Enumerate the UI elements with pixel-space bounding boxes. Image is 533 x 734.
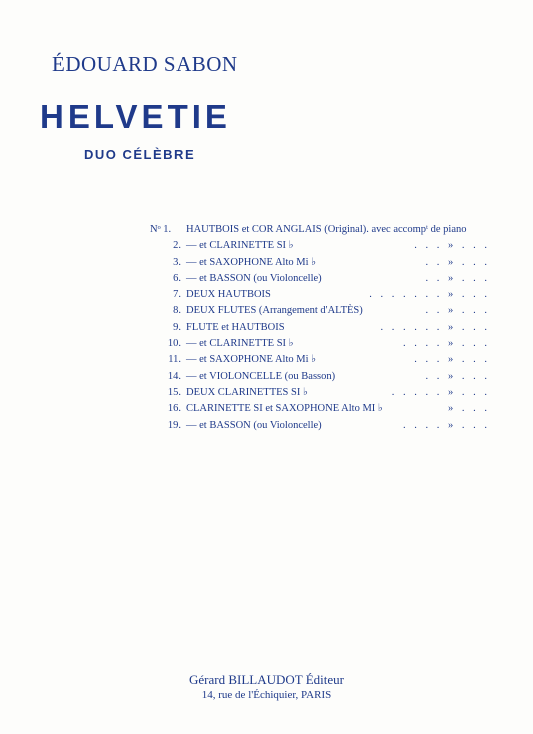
item-dots: . . » . . . bbox=[425, 305, 490, 317]
arrangement-list bbox=[150, 222, 490, 434]
list-item bbox=[150, 336, 490, 352]
item-text: CLARINETTE SI et SAXOPHONE Alto MI ♭ bbox=[186, 403, 383, 415]
item-number: 10. bbox=[167, 338, 181, 350]
item-text: DEUX CLARINETTES SI ♭ bbox=[186, 386, 308, 398]
list-item bbox=[150, 320, 490, 336]
list-item bbox=[150, 222, 490, 238]
item-dots: . . . » . . . bbox=[414, 240, 490, 252]
list-item bbox=[150, 271, 490, 287]
list-item bbox=[150, 287, 490, 303]
item-dots: . . . . » . . . bbox=[403, 419, 490, 431]
item-dots: . . . . » . . . bbox=[403, 338, 490, 350]
list-item bbox=[150, 385, 490, 401]
item-number: 2. bbox=[173, 240, 181, 252]
page-subtitle: DUO CÉLÈBRE bbox=[84, 147, 196, 162]
item-text: — et SAXOPHONE Alto Mi ♭ bbox=[186, 354, 317, 366]
item-text: — et CLARINETTE SI ♭ bbox=[186, 240, 294, 252]
item-text: HAUTBOIS et COR ANGLAIS (Original). avec accompᵗ de piano bbox=[186, 224, 467, 235]
list-item bbox=[150, 238, 490, 254]
item-dots: . . » . . . bbox=[425, 272, 490, 284]
item-number: 8. bbox=[173, 305, 181, 317]
list-item bbox=[150, 352, 490, 368]
list-item bbox=[150, 303, 490, 319]
item-number: 15. bbox=[167, 386, 181, 398]
item-text: DEUX FLUTES (Arrangement d'ALTÈS) bbox=[186, 305, 363, 317]
item-text: DEUX HAUTBOIS bbox=[186, 289, 271, 301]
publisher-name: Gérard BILLAUDOT Éditeur bbox=[189, 672, 344, 687]
item-number: 7. bbox=[173, 289, 181, 301]
list-item bbox=[150, 401, 490, 417]
list-item bbox=[150, 255, 490, 271]
item-dots: . . . . . . . » . . . bbox=[369, 289, 490, 301]
item-dots: . . . . . . » . . . bbox=[380, 321, 490, 333]
item-dots: . . » . . . bbox=[425, 256, 490, 268]
item-number: 6. bbox=[173, 272, 181, 284]
composer-name: ÉDOUARD SABON bbox=[52, 52, 238, 76]
page-title: HELVETIE bbox=[40, 98, 231, 135]
item-dots: . . . » . . . bbox=[414, 354, 490, 366]
item-number: 9. bbox=[173, 321, 181, 333]
item-dots: . . » . . . bbox=[425, 370, 490, 382]
item-text: — et VIOLONCELLE (ou Basson) bbox=[186, 370, 336, 382]
item-number: 11. bbox=[168, 354, 181, 366]
item-text: — et BASSON (ou Violoncelle) bbox=[186, 419, 322, 431]
list-item bbox=[150, 418, 490, 434]
item-text: — et SAXOPHONE Alto Mi ♭ bbox=[186, 256, 317, 268]
item-number: 16. bbox=[167, 403, 181, 415]
item-number: 14. bbox=[167, 370, 181, 382]
item-text: — et CLARINETTE SI ♭ bbox=[186, 338, 294, 350]
publisher-address: 14, rue de l'Échiquier, PARIS bbox=[201, 689, 332, 701]
list-item bbox=[150, 369, 490, 385]
item-dots: . . . . . » . . . bbox=[391, 386, 490, 398]
item-text: — et BASSON (ou Violoncelle) bbox=[186, 272, 322, 284]
item-number: 3. bbox=[173, 256, 181, 268]
item-number: 19. bbox=[167, 419, 181, 431]
item-dots: » . . . bbox=[448, 403, 490, 415]
item-number: Nᵒ 1. bbox=[150, 224, 172, 235]
item-text: FLUTE et HAUTBOIS bbox=[186, 321, 285, 333]
